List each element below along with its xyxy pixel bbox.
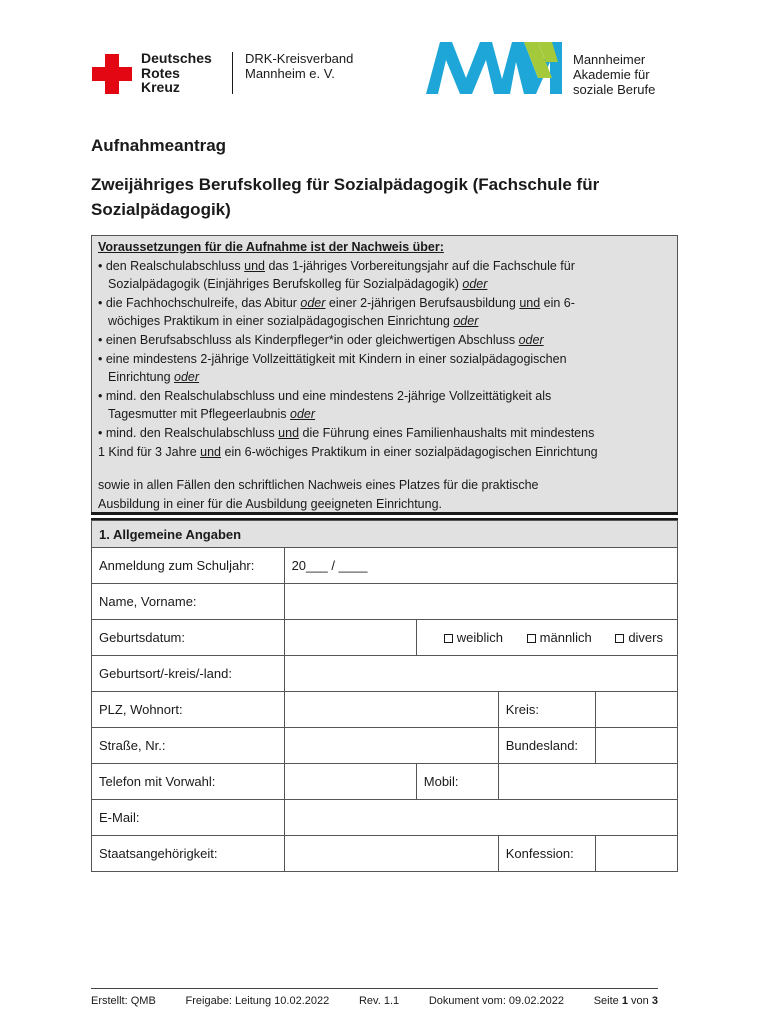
- geburtsort-label: Geburtsort/-kreis/-land:: [92, 656, 285, 692]
- footer-dokument: Dokument vom: 09.02.2022: [428, 995, 564, 1007]
- gender-label: weiblich: [456, 630, 504, 645]
- drk-org-line: DRK-Kreisverband: [245, 51, 354, 66]
- drk-name-line: Deutsches: [141, 50, 212, 66]
- gender-label: divers: [628, 630, 663, 645]
- req-emphasis: und: [278, 425, 300, 440]
- telefon-label: Telefon mit Vorwahl:: [92, 764, 285, 800]
- drk-name-line: Rotes: [141, 64, 180, 81]
- page-title: Aufnahmeantrag: [91, 136, 227, 155]
- req-text: einer 2-jährigen Berufsausbildung: [325, 295, 520, 310]
- konfession-label: Konfession:: [498, 836, 595, 872]
- name-field[interactable]: [284, 584, 677, 620]
- req-text: ein 6-wöchiges Praktikum in einer sozialpädagogischen Einrichtung: [221, 444, 598, 459]
- email-label: E-Mail:: [92, 800, 285, 836]
- mannheim-text-line: Akademie für: [573, 67, 650, 82]
- plz-label: PLZ, Wohnort:: [92, 692, 285, 728]
- gender-option-divers[interactable]: [615, 630, 663, 645]
- staat-field[interactable]: [284, 836, 498, 872]
- konfession-field[interactable]: [595, 836, 677, 872]
- req-text: • mind. den Realschulabschluss und eine mindestens 2-jährige Vollzeittätigkeit als: [98, 388, 552, 403]
- schuljahr-label: Anmeldung zum Schuljahr:: [92, 548, 285, 584]
- strasse-label: Straße, Nr.:: [92, 728, 285, 764]
- mannheim-text-line: soziale Berufe: [573, 82, 656, 97]
- bundesland-field[interactable]: [595, 728, 677, 764]
- requirement-item-continued: [98, 312, 671, 331]
- requirement-item: [98, 387, 671, 406]
- staat-label: Staatsangehörigkeit:: [92, 836, 285, 872]
- mannheim-text-line: Mannheimer: [573, 52, 646, 67]
- mobil-label: Mobil:: [416, 764, 498, 800]
- req-emphasis: und: [200, 444, 222, 459]
- geburtsort-field[interactable]: [284, 656, 677, 692]
- req-emphasis: oder: [518, 332, 544, 347]
- drk-cross-logo: [92, 54, 132, 94]
- req-text: • den Realschulabschluss: [98, 258, 245, 273]
- page-footer: [91, 995, 658, 1007]
- schuljahr-field[interactable]: 20___ / ____: [284, 548, 677, 584]
- name-label: Name, Vorname:: [92, 584, 285, 620]
- mannheim-akademie-logo: [426, 38, 566, 96]
- mobil-field[interactable]: [498, 764, 677, 800]
- req-text: Tagesmutter mit Pflegeerlaubnis: [108, 407, 291, 422]
- requirement-item-continued: [98, 405, 671, 424]
- section-title: 1. Allgemeine Angaben: [92, 521, 678, 548]
- email-field[interactable]: [284, 800, 677, 836]
- drk-name-line: Kreuz: [141, 79, 180, 95]
- general-info-form: [91, 520, 678, 872]
- req-text: • eine mindestens 2-jährige Vollzeittätigkeit mit Kindern in einer sozialpädagogischen: [98, 351, 567, 366]
- footer-page-number: [594, 995, 658, 1007]
- footer-rule: [91, 988, 658, 989]
- footer-freigabe: Freigabe: Leitung 10.02.2022: [185, 995, 330, 1007]
- plz-field[interactable]: [284, 692, 498, 728]
- gender-option-maennlich[interactable]: [527, 630, 592, 645]
- req-emphasis: oder: [453, 314, 479, 329]
- bundesland-label: Bundesland:: [498, 728, 595, 764]
- req-text: ein 6-: [540, 295, 575, 310]
- requirements-box: [91, 235, 678, 512]
- footer-revision: Rev. 1.1: [358, 995, 400, 1007]
- req-text: die Führung eines Familienhaushalts mit mindestens: [299, 425, 595, 440]
- req-text: das 1-jähriges Vorbereitungsjahr auf die Fachschule für: [264, 258, 575, 273]
- req-text: • mind. den Realschulabschluss: [98, 425, 279, 440]
- drk-org-line: Mannheim e. V.: [245, 66, 335, 81]
- checkbox-icon: [527, 634, 536, 643]
- req-text: Einrichtung: [108, 370, 175, 385]
- footer-erstellt: Erstellt: QMB: [91, 995, 156, 1007]
- req-text: wöchiges Praktikum in einer sozialpädagogischen Einrichtung: [108, 314, 454, 329]
- requirements-closing: sowie in allen Fällen den schriftlichen Nachweis eines Platzes für die praktische: [98, 478, 539, 493]
- requirement-item: [98, 257, 671, 276]
- page-prefix: Seite: [593, 995, 622, 1007]
- gender-label: männlich: [539, 630, 592, 645]
- gender-options: [416, 620, 677, 656]
- requirement-item: [98, 294, 671, 313]
- page-total: 3: [651, 995, 658, 1007]
- requirement-item: [98, 424, 671, 443]
- page-current: 1: [621, 995, 628, 1007]
- gender-option-weiblich[interactable]: [444, 630, 503, 645]
- req-text: Sozialpädagogik (Einjähriges Berufskolleg für Sozialpädagogik): [108, 277, 463, 292]
- page-mid: von: [627, 995, 652, 1007]
- logo-divider: [232, 52, 233, 94]
- strasse-field[interactable]: [284, 728, 498, 764]
- req-text: • einen Berufsabschluss als Kinderpfleger*in oder gleichwertigen Abschluss: [98, 332, 519, 347]
- req-emphasis: und: [244, 258, 265, 273]
- telefon-field[interactable]: [284, 764, 416, 800]
- requirement-item-continued: [98, 443, 671, 462]
- geburtsdatum-label: Geburtsdatum:: [92, 620, 285, 656]
- requirement-item-continued: [98, 275, 671, 294]
- requirement-item: [98, 331, 671, 350]
- req-emphasis: oder: [174, 370, 200, 385]
- drk-name-logo: [141, 51, 212, 95]
- req-text: 1 Kind für 3 Jahre: [98, 444, 201, 459]
- req-emphasis: und: [519, 295, 541, 310]
- requirement-item: [98, 350, 671, 369]
- kreis-field[interactable]: [595, 692, 677, 728]
- geburtsdatum-field[interactable]: [284, 620, 416, 656]
- checkbox-icon: [444, 634, 453, 643]
- req-emphasis: oder: [462, 277, 488, 292]
- checkbox-icon: [615, 634, 624, 643]
- req-emphasis: oder: [290, 407, 316, 422]
- kreis-label: Kreis:: [498, 692, 595, 728]
- drk-org-name: [245, 51, 353, 81]
- requirements-closing: Ausbildung in einer für die Ausbildung geeigneten Einrichtung.: [98, 496, 442, 511]
- page-subtitle: Zweijähriges Berufskolleg für Sozialpädagogik (Fachschule für Sozialpädagogik): [91, 175, 600, 219]
- req-text: • die Fachhochschulreife, das Abitur: [98, 295, 301, 310]
- req-emphasis: oder: [300, 295, 326, 310]
- requirements-heading: Voraussetzungen für die Aufnahme ist der Nachweis über:: [98, 240, 444, 254]
- mannheim-akademie-name: [573, 52, 655, 97]
- requirement-item-continued: [98, 368, 671, 387]
